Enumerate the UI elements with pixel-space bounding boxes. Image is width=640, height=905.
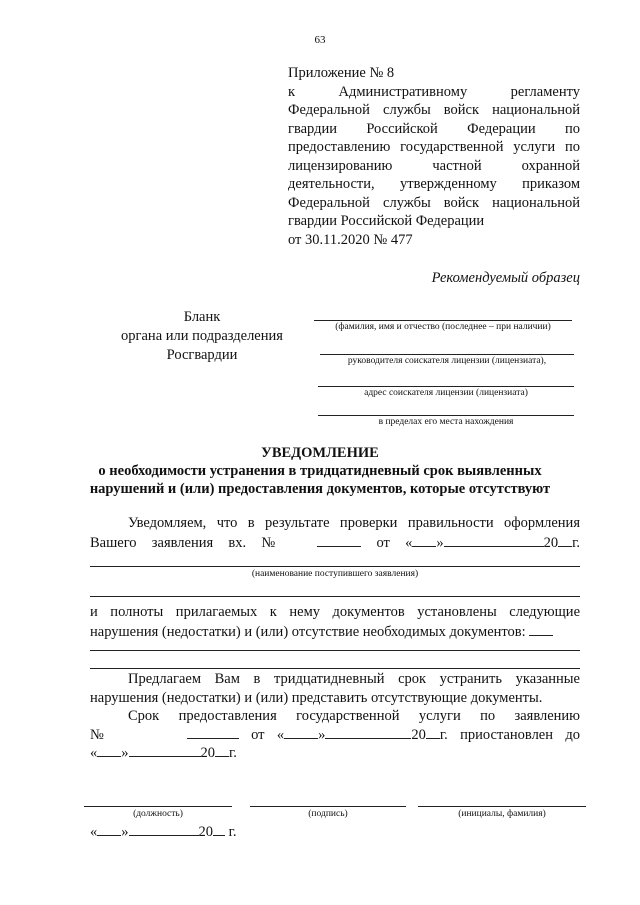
word: Вашего [90, 535, 137, 551]
signature-caption: (подпись) [308, 809, 348, 819]
word: « [276, 727, 285, 743]
addressee-head-field[interactable] [320, 354, 574, 355]
appendix-line: от 30.11.2020 № 477 [288, 231, 413, 248]
appendix-line: лицензированию частной охранной [288, 157, 580, 174]
day-field[interactable] [412, 533, 436, 547]
violations-field[interactable] [529, 622, 553, 636]
month-field[interactable] [129, 822, 199, 836]
appendix-line: гвардии Российской Федерации по [288, 120, 580, 137]
incoming-number-field[interactable] [317, 533, 361, 547]
addressee-name-field[interactable] [314, 320, 572, 321]
addressee-caption: адрес соискателя лицензии (лицензиата) [364, 388, 528, 398]
appendix-line: предоставлению государственной услуги по [288, 139, 580, 155]
month-field[interactable] [129, 743, 201, 757]
year-field[interactable] [558, 533, 572, 547]
addressee-caption: руководителя соискателя лицензии (лицензиата), [347, 356, 547, 366]
appendix-line: гвардии Российской Федерации [288, 213, 485, 229]
paragraph-3-line-1: Предлагаем Вам в тридцатидневный срок устранить указанные [128, 671, 580, 687]
word: 20 [198, 824, 213, 840]
word: « [90, 745, 98, 761]
word: » [121, 824, 129, 840]
letterhead-blank [102, 308, 302, 365]
addressee-location-field[interactable] [318, 415, 574, 416]
violations-field-line[interactable] [90, 668, 580, 669]
paragraph-3-line-2: нарушения (недостатки) и (или) представить отсутствующие документы. [90, 690, 543, 706]
appendix-line: к Административному регламенту [288, 83, 580, 100]
application-name-field-2[interactable] [90, 596, 580, 597]
paragraph-2-line-1: и полноты прилагаемых к нему документов установлены следующие [90, 604, 580, 620]
year-field[interactable] [426, 725, 440, 739]
document-title: УВЕДОМЛЕНИЕ [261, 445, 379, 461]
addressee-caption: в пределах его места нахождения [378, 417, 514, 427]
month-field[interactable] [325, 725, 411, 739]
word: приостановлен [460, 727, 554, 743]
word: » [436, 535, 444, 551]
appendix-line: деятельности, утвержденному приказом [288, 176, 580, 192]
word: от [376, 535, 390, 551]
word: « [405, 535, 413, 551]
document-subtitle-line: нарушений и (или) предоставления документов, которые отсутствуют [89, 481, 551, 497]
violations-field-line[interactable] [90, 650, 580, 651]
paragraph-1-line-1: Уведомляем, что в результате проверки правильности оформления [128, 515, 580, 531]
paragraph-2-line-2 [90, 622, 580, 642]
appendix-line: Федеральной службы войск национальной [288, 102, 580, 118]
addressee-caption: (фамилия, имя и отчество (последнее – при наличии) [335, 322, 551, 332]
year-field[interactable] [213, 822, 225, 836]
word: от [251, 727, 265, 743]
initials-caption: (инициалы, фамилия) [458, 809, 546, 819]
document-subtitle-line: о необходимости устранения в тридцатидневный срок выявленных [98, 463, 542, 479]
word: г. [572, 535, 581, 551]
appendix-header [288, 64, 580, 249]
application-name-field[interactable] [90, 566, 580, 567]
word: г. [439, 727, 448, 743]
word: до [565, 727, 581, 743]
paragraph-4-line-1: Срок предоставления государственной услуги по заявлению [128, 708, 580, 724]
appendix-line: Федеральной службы войск национальной [288, 194, 580, 211]
word: № [261, 535, 287, 551]
blank-line: Росгвардии [166, 347, 238, 363]
word: 20 [200, 745, 215, 761]
blank-line: органа или подразделения [121, 328, 283, 344]
word: заявления [151, 535, 214, 551]
paragraph-4-line-3 [90, 743, 580, 763]
day-field[interactable] [97, 822, 121, 836]
word: » [121, 745, 129, 761]
month-field[interactable] [444, 533, 544, 547]
year-field[interactable] [215, 743, 229, 757]
day-field[interactable] [97, 743, 121, 757]
word: № [90, 727, 113, 743]
word: г. [229, 745, 237, 761]
page-number: 63 [314, 34, 326, 46]
appendix-line: Приложение № 8 [288, 65, 395, 81]
application-name-caption: (наименование поступившего заявления) [251, 569, 419, 579]
day-field[interactable] [284, 725, 318, 739]
addressee-address-field[interactable] [318, 386, 574, 387]
word: вх. [228, 535, 247, 551]
position-field[interactable] [84, 806, 232, 807]
paragraph-2-text: нарушения (недостатки) и (или) отсутствие необходимых документов: [90, 624, 526, 640]
blank-line: Бланк [183, 309, 221, 325]
initials-field[interactable] [418, 806, 586, 807]
signature-field[interactable] [250, 806, 406, 807]
word: « [90, 824, 98, 840]
word: 20 [411, 727, 426, 743]
word: » [318, 727, 326, 743]
paragraph-1-line-2 [90, 533, 580, 553]
word: г. [228, 824, 237, 840]
application-number-field[interactable] [187, 725, 239, 739]
paragraph-4-line-2 [90, 725, 580, 745]
word: 20 [543, 535, 559, 551]
position-caption: (должность) [133, 809, 183, 819]
recommended-sample-label: Рекомендуемый образец [431, 270, 580, 286]
signature-date [90, 822, 580, 842]
